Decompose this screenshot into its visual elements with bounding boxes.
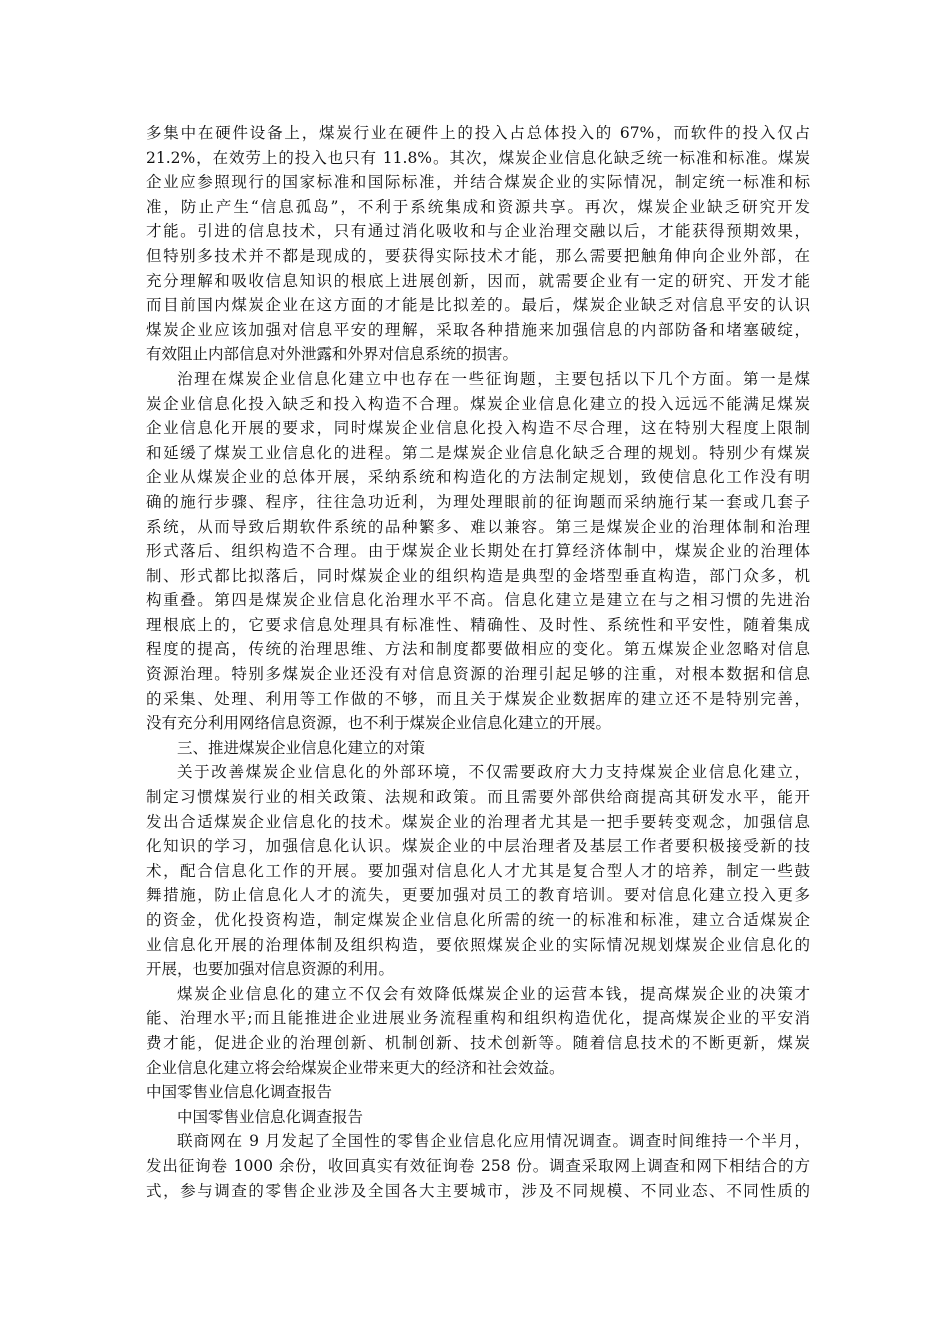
text-line: 充分理解和吸收信息知识的根底上进展创新，因而，就需要企业有一定的研究、开发才能 <box>146 271 810 290</box>
text-line: 术，配合信息化工作的开展。要加强对信息化人才尤其是复合型人才的培养，制定一些鼓 <box>146 861 810 880</box>
text-line: 中国零售业信息化调查报告 <box>177 1107 364 1126</box>
text-line: 煤炭企业应该加强对信息平安的理解，采取各种措施来加强信息的内部防备和堵塞破绽， <box>146 320 810 339</box>
text-line: 企业应参照现行的国家标准和国际标准，并结合煤炭企业的实际情况，制定统一标准和标 <box>146 173 810 192</box>
text-line: 程度的提高，传统的治理思维、方法和制度都要做相应的变化。第五煤炭企业忽略对信息 <box>146 640 810 659</box>
text-line: 三、推进煤炭企业信息化建立的对策 <box>177 738 426 757</box>
text-line: 企业信息化开展的要求，同时煤炭企业信息化投入构造不尽合理，这在特别大程度上限制 <box>146 419 810 438</box>
text-line: 发出征询卷 1000 余份，收回真实有效征询卷 258 份。调查采取网上调查和网下相结合的方 <box>146 1156 810 1175</box>
text-line: 系统，从而导致后期软件系统的品种繁多、难以兼容。第三是煤炭企业的治理体制和治理 <box>146 517 810 536</box>
text-line: 理根底上的，它要求信息处理具有标准性、精确性、及时性、系统性和平安性，随着集成 <box>146 615 810 634</box>
text-line: 但特别多技术并不都是现成的，要获得实际技术才能，那么需要把触角伸向企业外部，在 <box>146 246 810 265</box>
text-line: 构重叠。第四是煤炭企业信息化治理水平不高。信息化建立是建立在与之相习惯的先进治 <box>146 591 810 610</box>
text-line: 的资金，优化投资构造，制定煤炭企业信息化所需的统一的标准和标准，建立合适煤炭企 <box>146 911 810 929</box>
text-line: 才能。引进的信息技术，只有通过消化吸收和与企业治理交融以后，才能获得预期效果， <box>146 222 810 241</box>
text-line: 开展，也要加强对信息资源的利用。 <box>146 960 395 979</box>
text-line: 多集中在硬件设备上，煤炭行业在硬件上的投入占总体投入的 67%，而软件的投入仅占 <box>146 124 810 142</box>
text-line: 制定习惯煤炭行业的相关政策、法规和政策。而且需要外部供给商提高其研发水平，能开 <box>146 788 810 807</box>
text-line: 关于改善煤炭企业信息化的外部环境，不仅需要政府大力支持煤炭企业信息化建立， <box>177 763 810 782</box>
text-line: 治理在煤炭企业信息化建立中也存在一些征询题，主要包括以下几个方面。第一是煤 <box>177 369 810 388</box>
text-line: 联商网在 9 月发起了全国性的零售企业信息化应用情况调查。调查时间维持一个半月， <box>177 1132 810 1151</box>
text-line: 炭企业信息化投入缺乏和投入构造不合理。煤炭企业信息化建立的投入远远不能满足煤炭 <box>146 394 810 413</box>
text-line: 准，防止产生“信息孤岛”，不利于系统集成和资源共享。再次，煤炭企业缺乏研究开发 <box>146 197 810 216</box>
text-line: 和延缓了煤炭工业信息化的进程。第二是煤炭企业信息化缺乏合理的规划。特别少有煤炭 <box>146 443 810 462</box>
text-line: 确的施行步骤、程序，往往急功近利，为理处理眼前的征询题而采纳施行某一套或几套子 <box>146 492 810 511</box>
text-line: 21.2%，在效劳上的投入也只有 11.8%。其次，煤炭企业信息化缺乏统一标准和标准。煤炭 <box>146 148 810 167</box>
text-line: 资源治理。特别多煤炭企业还没有对信息资源的治理引起足够的注重，对根本数据和信息 <box>146 665 810 684</box>
text-line: 业信息化开展的治理体制及组织构造，要依照煤炭企业的实际情况规划煤炭企业信息化的 <box>146 935 810 954</box>
text-line: 没有充分利用网络信息资源，也不利于煤炭企业信息化建立的开展。 <box>146 714 612 733</box>
text-line: 舞措施，防止信息化人才的流失，更要加强对员工的教育培训。要对信息化建立投入更多 <box>146 886 810 905</box>
text-line: 费才能，促进企业的治理创新、机制创新、技术创新等。随着信息技术的不断更新，煤炭 <box>146 1033 810 1052</box>
text-line: 能、治理水平;而且能推进企业进展业务流程重构和组织构造优化，提高煤炭企业的平安消 <box>146 1009 810 1028</box>
text-line: 而目前国内煤炭企业在这方面的才能是比拟差的。最后，煤炭企业缺乏对信息平安的认识 <box>146 296 810 315</box>
text-line: 的采集、处理、利用等工作做的不够，而且关于煤炭企业数据库的建立还不是特别完善， <box>146 689 810 708</box>
text-line: 形式落后、组织构造不合理。由于煤炭企业长期处在打算经济体制中，煤炭企业的治理体 <box>146 542 810 561</box>
text-line: 发出合适煤炭企业信息化的技术。煤炭企业的治理者尤其是一把手要转变观念，加强信息 <box>146 812 810 831</box>
text-line: 中国零售业信息化调查报告 <box>146 1083 333 1102</box>
text-line: 式，参与调查的零售企业涉及全国各大主要城市，涉及不同规模、不同业态、不同性质的 <box>146 1181 810 1200</box>
text-line: 有效阻止内部信息对外泄露和外界对信息系统的损害。 <box>146 345 519 364</box>
text-line: 煤炭企业信息化的建立不仅会有效降低煤炭企业的运营本钱，提高煤炭企业的决策才 <box>177 984 810 1003</box>
text-line: 企业信息化建立将会给煤炭企业带来更大的经济和社会效益。 <box>146 1058 565 1077</box>
document-page <box>146 121 810 1203</box>
text-line: 制、形式都比拟落后，同时煤炭企业的组织构造是典型的金塔型垂直构造，部门众多，机 <box>146 566 810 585</box>
text-line: 化知识的学习，加强信息化认识。煤炭企业的中层治理者及基层工作者要积极接受新的技 <box>146 837 810 856</box>
text-line: 企业从煤炭企业的总体开展，采纳系统和构造化的方法制定规划，致使信息化工作没有明 <box>146 468 810 487</box>
